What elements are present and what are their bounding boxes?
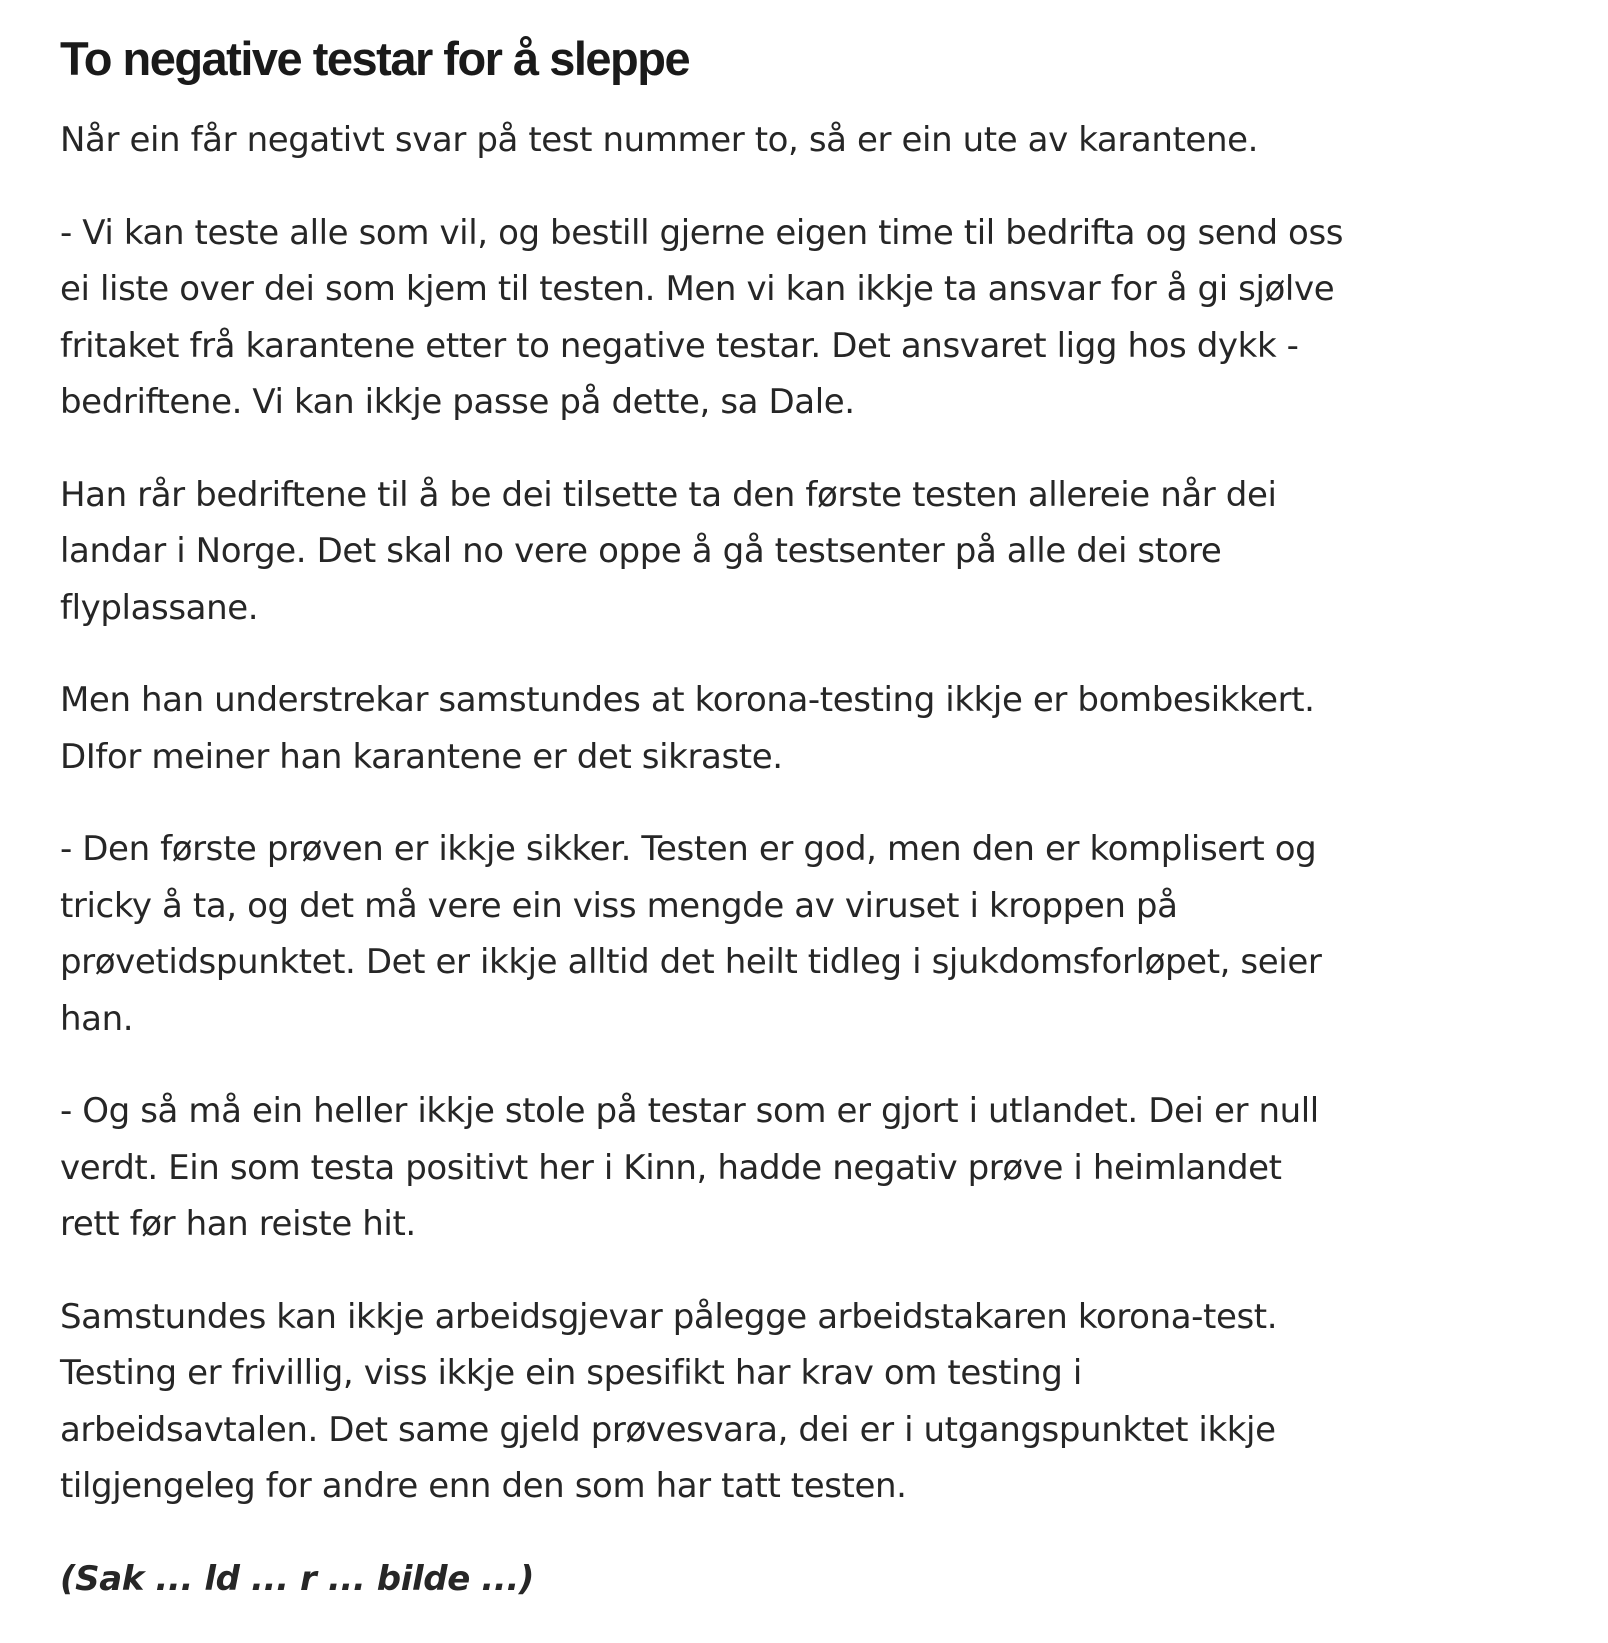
paragraph: - Den første prøven er ikkje sikker. Testen er god, men den er komplisert og tricky å ta, og det må vere ein viss mengde av viruset i kroppen på prøvetidspunktet. Det er ikkje alltid det heilt tidleg i sjukdomsforløpet, seier han. [60, 829, 1322, 1039]
section-heading: To negative testar for å sleppe [60, 32, 690, 85]
paragraph: - Vi kan teste alle som vil, og bestill gjerne eigen time til bedrifta og send oss ei liste over dei som kjem til testen. Men vi kan ikkje ta ansvar for å gi sjølve fritaket frå karantene etter to negative testar. Det ansvaret ligg hos dykk - bedriftene. Vi kan ikkje passe på dette, sa Dale. [60, 212, 1344, 422]
cut-off-caption: (Sak ... ld ... r ... bilde ...) [60, 1558, 534, 1599]
paragraph: Han rår bedriftene til å be dei tilsette ta den første testen allereie når dei landar i Norge. Det skal no vere oppe å gå testsenter på alle dei store flyplassane. [60, 474, 1277, 628]
paragraph: Når ein får negativt svar på test nummer to, så er ein ute av karantene. [60, 120, 1259, 160]
paragraph: Samstundes kan ikkje arbeidsgjevar pålegge arbeidstakaren korona-test. Testing er frivillig, viss ikkje ein spesifikt har krav om testing i arbeidsavtalen. Det same gjeld prøvesvara, dei er i utgangspunktet ikkje tilgjengeleg for andre enn den som har tatt testen. [60, 1296, 1278, 1506]
paragraph: - Og så må ein heller ikkje stole på testar som er gjort i utlandet. Dei er null verdt. Ein som testa positivt her i Kinn, hadde negativ prøve i heimlandet rett før han reiste hit. [60, 1091, 1319, 1244]
article-body [60, 24, 1350, 1643]
paragraph: Men han understrekar samstundes at korona-testing ikkje er bombesikkert. DIfor meiner han karantene er det sikraste. [60, 680, 1315, 777]
